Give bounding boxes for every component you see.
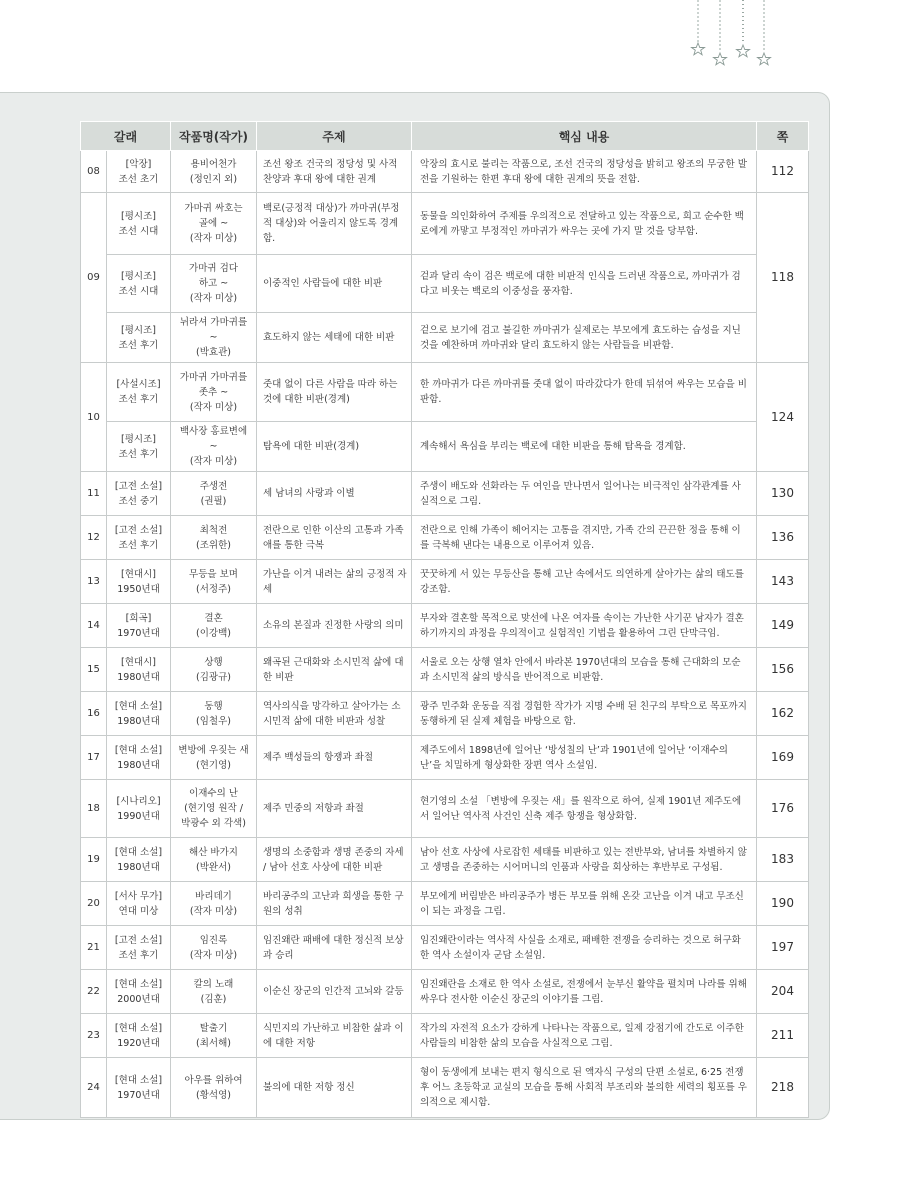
title-cell: 이재수의 난 (현기영 원작 / 박광수 외 각색)	[171, 780, 257, 838]
table-row	[81, 970, 809, 1014]
genre-cell: [현대 소설] 1980년대	[107, 838, 171, 882]
theme-cell: 제주 민중의 저항과 좌절	[257, 780, 412, 838]
genre-cell: [현대 소설] 2000년대	[107, 970, 171, 1014]
title-cell: 상행 (김광규)	[171, 648, 257, 692]
table-row	[81, 604, 809, 648]
theme-cell: 바리공주의 고난과 희생을 통한 구원의 성취	[257, 882, 412, 926]
table-row	[81, 313, 809, 363]
row-number: 15	[81, 648, 107, 692]
page-cell: 143	[757, 560, 809, 604]
theme-cell: 효도하지 않는 세태에 대한 비판	[257, 313, 412, 363]
title-cell: 가마귀 검다 하고 ~ (작자 미상)	[171, 255, 257, 313]
content-cell: 임진왜란이라는 역사적 사실을 소재로, 패배한 전쟁을 승리하는 것으로 허구화한 역사 소설이자 군담 소설임.	[412, 926, 757, 970]
theme-cell: 탐욕에 대한 비판(경계)	[257, 422, 412, 472]
page-cell: 124	[757, 363, 809, 472]
theme-cell: 이순신 장군의 인간적 고뇌와 갈등	[257, 970, 412, 1014]
table-row	[81, 193, 809, 255]
content-cell: 현기영의 소설 「변방에 우짖는 새」를 원작으로 하여, 실제 1901년 제주도에서 일어난 역사적 사건인 신축 제주 항쟁을 형상화함.	[412, 780, 757, 838]
row-number: 23	[81, 1014, 107, 1058]
content-cell: 동물을 의인화하여 주제를 우의적으로 전달하고 있는 작품으로, 희고 순수한 백로에게 까맣고 부정적인 까마귀가 싸우는 곳에 가지 말 것을 당부함.	[412, 193, 757, 255]
table-row	[81, 926, 809, 970]
content-cell: 계속해서 욕심을 부리는 백로에 대한 비판을 통해 탐욕을 경계함.	[412, 422, 757, 472]
table-row	[81, 648, 809, 692]
title-cell: 바리데기 (작자 미상)	[171, 882, 257, 926]
genre-cell: [현대시] 1950년대	[107, 560, 171, 604]
page-cell: 156	[757, 648, 809, 692]
row-number: 20	[81, 882, 107, 926]
theme-cell: 왜곡된 근대화와 소시민적 삶에 대한 비판	[257, 648, 412, 692]
title-cell: 임진록 (작자 미상)	[171, 926, 257, 970]
genre-cell: [고전 소설] 조선 후기	[107, 516, 171, 560]
theme-cell: 세 남녀의 사랑과 이별	[257, 472, 412, 516]
content-cell: 꿋꿋하게 서 있는 무등산을 통해 고난 속에서도 의연하게 살아가는 삶의 태도를 강조함.	[412, 560, 757, 604]
content-cell: 광주 민주화 운동을 직접 경험한 작가가 지명 수배 된 친구의 부탁으로 목포까지 동행하게 된 실제 체험을 바탕으로 함.	[412, 692, 757, 736]
theme-cell: 백로(긍정적 대상)가 까마귀(부정적 대상)와 어울리지 않도록 경계함.	[257, 193, 412, 255]
header-title: 작품명(작가)	[171, 122, 257, 151]
page-cell: 118	[757, 193, 809, 363]
genre-cell: [평시조] 조선 시대	[107, 255, 171, 313]
content-cell: 남아 선호 사상에 사로잡힌 세태를 비판하고 있는 전반부와, 남녀를 차별하지 않고 생명을 존중하는 시어머니의 인품과 사랑을 회상하는 후반부로 구성됨.	[412, 838, 757, 882]
table-row	[81, 1014, 809, 1058]
page-cell: 136	[757, 516, 809, 560]
content-cell: 악장의 효시로 불리는 작품으로, 조선 건국의 정당성을 밝히고 왕조의 무궁한 발전을 기원하는 한편 후대 왕에 대한 권계의 뜻을 전함.	[412, 151, 757, 193]
row-number: 13	[81, 560, 107, 604]
page-cell: 162	[757, 692, 809, 736]
table-row	[81, 692, 809, 736]
theme-cell: 소유의 본질과 진정한 사랑의 의미	[257, 604, 412, 648]
table-row	[81, 151, 809, 193]
title-cell: 가마귀 싸호는 골에 ~ (작자 미상)	[171, 193, 257, 255]
theme-cell: 이중적인 사람들에 대한 비판	[257, 255, 412, 313]
content-cell: 작가의 자전적 요소가 강하게 나타나는 작품으로, 일제 강점기에 간도로 이주한 사람들의 비참한 삶의 모습을 사실적으로 그림.	[412, 1014, 757, 1058]
row-number: 11	[81, 472, 107, 516]
star-icon	[692, 43, 705, 55]
title-cell: 무등을 보며 (서정주)	[171, 560, 257, 604]
page-cell: 169	[757, 736, 809, 780]
table-row	[81, 516, 809, 560]
genre-cell: [시나리오] 1990년대	[107, 780, 171, 838]
genre-cell: [희곡] 1970년대	[107, 604, 171, 648]
genre-cell: [현대 소설] 1920년대	[107, 1014, 171, 1058]
table-row	[81, 736, 809, 780]
genre-cell: [현대 소설] 1970년대	[107, 1058, 171, 1118]
header-page: 쪽	[757, 122, 809, 151]
genre-cell: [현대 소설] 1980년대	[107, 692, 171, 736]
theme-cell: 역사의식을 망각하고 살아가는 소시민적 삶에 대한 비판과 성찰	[257, 692, 412, 736]
genre-cell: [서사 무가] 연대 미상	[107, 882, 171, 926]
theme-cell: 줏대 없이 다른 사람을 따라 하는 것에 대한 비판(경계)	[257, 363, 412, 422]
page-cell: 218	[757, 1058, 809, 1118]
theme-cell: 전란으로 인한 이산의 고통과 가족애를 통한 극복	[257, 516, 412, 560]
row-number: 21	[81, 926, 107, 970]
content-cell: 서울로 오는 상행 열차 안에서 바라본 1970년대의 모습을 통해 근대화의 모순과 소시민적 삶의 방식을 반어적으로 비판함.	[412, 648, 757, 692]
title-cell: 해산 바가지 (박완서)	[171, 838, 257, 882]
table-row	[81, 882, 809, 926]
title-cell: 아우를 위하여 (황석영)	[171, 1058, 257, 1118]
theme-cell: 임진왜란 패배에 대한 정신적 보상과 승리	[257, 926, 412, 970]
table-header-row	[81, 122, 809, 151]
title-cell: 뉘라셔 가마귀를 ~ (박효관)	[171, 313, 257, 363]
theme-cell: 제주 백성들의 항쟁과 좌절	[257, 736, 412, 780]
content-cell: 제주도에서 1898년에 일어난 ‘방성칠의 난’과 1901년에 일어난 ‘이재수의 난’을 치밀하게 형상화한 장편 역사 소설임.	[412, 736, 757, 780]
content-cell: 부모에게 버림받은 바리공주가 병든 부모를 위해 온갖 고난을 이겨 내고 무조신이 되는 과정을 그림.	[412, 882, 757, 926]
table-row	[81, 560, 809, 604]
title-cell: 백사장 홍료변에 ~ (작자 미상)	[171, 422, 257, 472]
row-number: 09	[81, 193, 107, 363]
page-cell: 211	[757, 1014, 809, 1058]
row-number: 19	[81, 838, 107, 882]
content-cell: 주생이 배도와 선화라는 두 여인을 만나면서 일어나는 비극적인 삼각관계를 사실적으로 그림.	[412, 472, 757, 516]
title-cell: 변방에 우짖는 새 (현기영)	[171, 736, 257, 780]
title-cell: 최척전 (조위한)	[171, 516, 257, 560]
star-icon	[758, 53, 771, 65]
content-cell: 한 까마귀가 다른 까마귀를 줏대 없이 따라갔다가 한데 뒤섞여 싸우는 모습을 비판함.	[412, 363, 757, 422]
table-row	[81, 255, 809, 313]
table-row	[81, 780, 809, 838]
title-cell: 가마귀 가마귀를 좃추 ~ (작자 미상)	[171, 363, 257, 422]
genre-cell: [사설시조] 조선 후기	[107, 363, 171, 422]
theme-cell: 불의에 대한 저항 정신	[257, 1058, 412, 1118]
star-icon	[714, 53, 727, 65]
page-cell: 176	[757, 780, 809, 838]
genre-cell: [고전 소설] 조선 후기	[107, 926, 171, 970]
page-cell: 204	[757, 970, 809, 1014]
row-number: 12	[81, 516, 107, 560]
row-number: 24	[81, 1058, 107, 1118]
table-row	[81, 1058, 809, 1118]
row-number: 10	[81, 363, 107, 472]
header-theme: 주제	[257, 122, 412, 151]
header-genre: 갈래	[81, 122, 171, 151]
theme-cell: 조선 왕조 건국의 정당성 및 사적 찬양과 후대 왕에 대한 권계	[257, 151, 412, 193]
row-number: 17	[81, 736, 107, 780]
page-cell: 190	[757, 882, 809, 926]
hanging-stars-decoration	[680, 0, 780, 75]
table-row	[81, 472, 809, 516]
row-number: 08	[81, 151, 107, 193]
genre-cell: [평시조] 조선 시대	[107, 193, 171, 255]
theme-cell: 식민지의 가난하고 비참한 삶과 이에 대한 저항	[257, 1014, 412, 1058]
theme-cell: 생명의 소중함과 생명 존중의 자세 / 남아 선호 사상에 대한 비판	[257, 838, 412, 882]
genre-cell: [평시조] 조선 후기	[107, 313, 171, 363]
row-number: 14	[81, 604, 107, 648]
row-number: 16	[81, 692, 107, 736]
table-row	[81, 838, 809, 882]
content-cell: 임진왜란을 소재로 한 역사 소설로, 전쟁에서 눈부신 활약을 펼치며 나라를 위해 싸우다 전사한 이순신 장군의 이야기를 그림.	[412, 970, 757, 1014]
title-cell: 주생전 (권필)	[171, 472, 257, 516]
row-number: 22	[81, 970, 107, 1014]
literature-summary-table	[80, 121, 809, 1118]
genre-cell: [현대시] 1980년대	[107, 648, 171, 692]
title-cell: 탈출기 (최서해)	[171, 1014, 257, 1058]
genre-cell: [현대 소설] 1980년대	[107, 736, 171, 780]
title-cell: 용비어천가 (정인지 외)	[171, 151, 257, 193]
star-icon	[737, 45, 750, 57]
header-content: 핵심 내용	[412, 122, 757, 151]
genre-cell: [악장] 조선 초기	[107, 151, 171, 193]
genre-cell: [고전 소설] 조선 중기	[107, 472, 171, 516]
title-cell: 칼의 노래 (김훈)	[171, 970, 257, 1014]
title-cell: 동행 (임철우)	[171, 692, 257, 736]
content-cell: 부자와 결혼할 목적으로 맞선에 나온 여자를 속이는 가난한 사기꾼 남자가 결혼하기까지의 과정을 우의적이고 실험적인 기법을 활용하여 그린 단막극임.	[412, 604, 757, 648]
page-cell: 130	[757, 472, 809, 516]
content-cell: 겉으로 보기에 검고 불길한 까마귀가 실제로는 부모에게 효도하는 습성을 지닌 것을 예찬하며 까마귀와 달리 효도하지 않는 사람들을 비판함.	[412, 313, 757, 363]
content-cell: 겉과 달리 속이 검은 백로에 대한 비판적 인식을 드러낸 작품으로, 까마귀가 검다고 비웃는 백로의 이중성을 풍자함.	[412, 255, 757, 313]
title-cell: 결혼 (이강백)	[171, 604, 257, 648]
page-cell: 149	[757, 604, 809, 648]
page-cell: 197	[757, 926, 809, 970]
theme-cell: 가난을 이겨 내려는 삶의 긍정적 자세	[257, 560, 412, 604]
content-cell: 형이 동생에게 보내는 편지 형식으로 된 액자식 구성의 단편 소설로, 6·25 전쟁 후 어느 초등학교 교실의 모습을 통해 사회적 부조리와 불의한 세력의 횡포를 우의적으로 제시함.	[412, 1058, 757, 1118]
row-number: 18	[81, 780, 107, 838]
content-cell: 전란으로 인해 가족이 헤어지는 고통을 겪지만, 가족 간의 끈끈한 정을 통해 이를 극복해 낸다는 내용으로 이루어져 있음.	[412, 516, 757, 560]
genre-cell: [평시조] 조선 후기	[107, 422, 171, 472]
page-cell: 112	[757, 151, 809, 193]
page-cell: 183	[757, 838, 809, 882]
table-row	[81, 363, 809, 422]
table-row	[81, 422, 809, 472]
